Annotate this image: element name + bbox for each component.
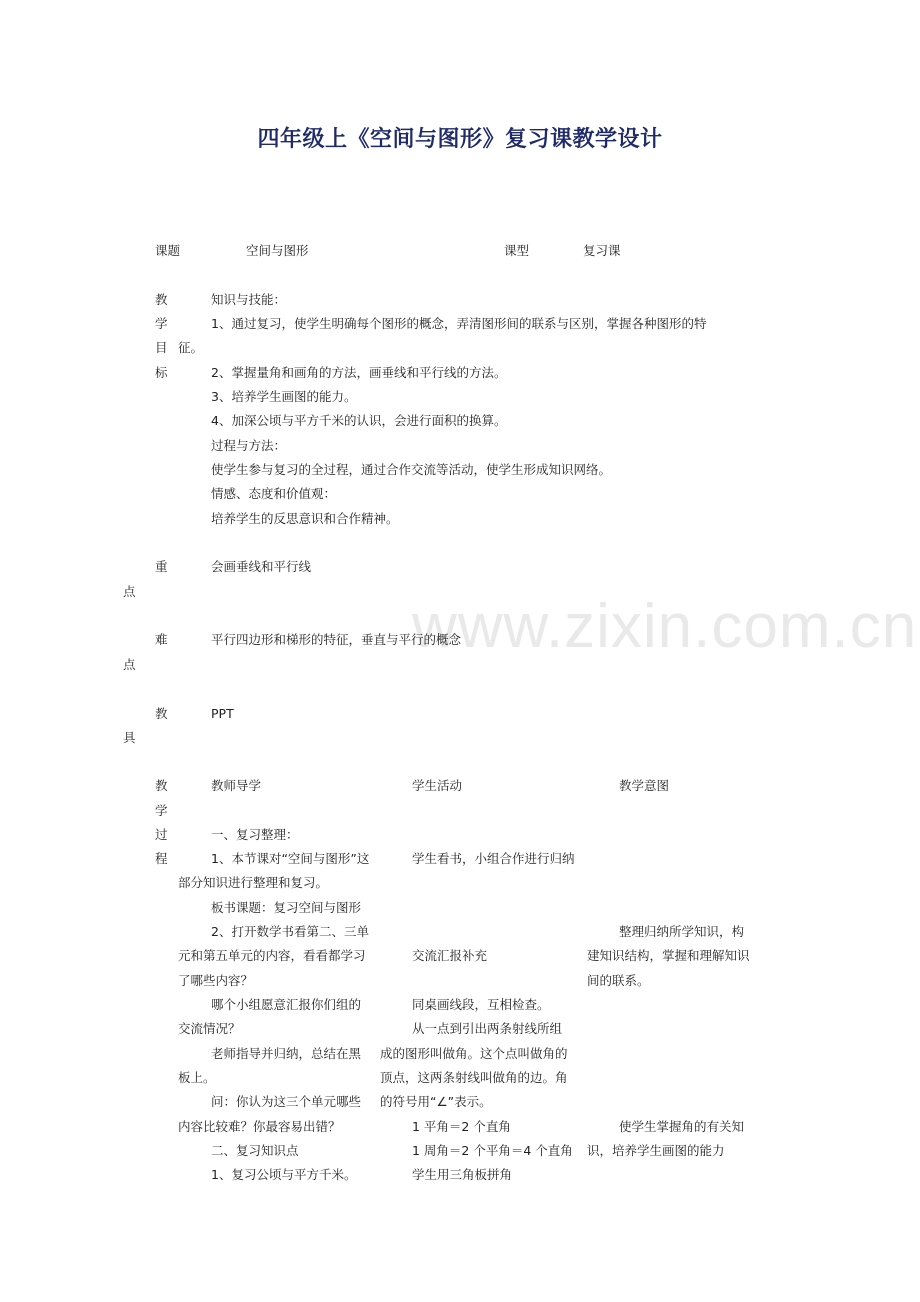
difficulty-label: 点 [123,657,136,672]
process-label-char: 教 [155,778,168,793]
tools-label: 教 [155,706,168,721]
teacher-line: 老师指导并归纳，总结在黑 [211,1046,362,1061]
goal-item-1: 1、通过复习，使学生明确每个图形的概念，弄清图形间的联系与区别，掌握各种图形的特 [211,316,707,331]
goal-item-3: 3、培养学生画图的能力。 [211,389,357,404]
goals-label-char: 教 [155,292,168,307]
teacher-line: 一、复习整理： [211,827,299,842]
student-line: 1 平角＝2 个直角 [412,1119,511,1134]
goals-label-char: 标 [155,365,168,380]
student-line: 成的图形叫做角。这个点叫做角的 [380,1046,568,1061]
student-line: 同桌画线段，互相检查。 [412,997,550,1012]
process-label-char: 学 [155,803,168,818]
emotion-heading: 情感、态度和价值观： [211,486,337,501]
student-line: 从一点到引出两条射线所组 [412,1021,563,1036]
teacher-line: 内容比较难？你最容易出错？ [178,1119,341,1134]
teacher-line: 二、复习知识点 [211,1143,299,1158]
student-line: 学生用三角板拼角 [412,1167,513,1182]
course-value: 空间与图形 [246,243,309,258]
course-label: 课题 [155,243,181,258]
type-value: 复习课 [583,243,621,258]
col-header-teacher: 教师导学 [211,778,262,793]
student-line: 顶点，这两条射线叫做角的边。角 [380,1070,568,1085]
goals-label-char: 目 [155,340,168,355]
process-label-char: 程 [155,851,168,866]
teacher-line: 2、打开数学书看第二、三单 [211,924,369,939]
goal-item-4: 4、加深公顷与平方千米的认识，会进行面积的换算。 [211,413,507,428]
teacher-line: 元和第五单元的内容，看看都学习 [178,948,366,963]
teacher-line: 1、复习公顷与平方千米。 [211,1167,357,1182]
document-title: 四年级上《空间与图形》复习课教学设计 [257,127,663,152]
student-line: 交流汇报补充 [412,948,488,963]
student-line: 的符号用“∠”表示。 [380,1094,492,1109]
teacher-line: 问：你认为这三个单元哪些 [211,1094,362,1109]
difficulty-text: 平行四边形和梯形的特征，垂直与平行的概念 [211,632,462,647]
col-header-intent: 教学意图 [619,778,670,793]
teacher-line: 了哪些内容？ [178,973,254,988]
teacher-line: 部分知识进行整理和复习。 [178,875,329,890]
tools-label: 具 [123,730,136,745]
type-label: 课型 [504,243,530,258]
goal-item-1-cont: 征。 [178,340,204,355]
intent-line: 使学生掌握角的有关知 [619,1119,745,1134]
watermark: www.zixin.com.cn [412,592,918,661]
student-line: 1 周角＝2 个平角＝4 个直角 [412,1143,573,1158]
tools-text: PPT [211,706,234,721]
teacher-line: 板书课题：复习空间与图形 [211,900,362,915]
teacher-line: 1、本节课对“空间与图形”这 [211,851,370,866]
difficulty-label: 难 [155,632,168,647]
intent-line: 整理归纳所学知识，构 [619,924,745,939]
knowledge-heading: 知识与技能： [211,292,287,307]
intent-line: 建知识结构，掌握和理解知识 [587,948,750,963]
key-point-text: 会画垂线和平行线 [211,559,312,574]
teacher-line: 交流情况？ [178,1021,241,1036]
intent-line: 识，培养学生画图的能力 [587,1143,725,1158]
teacher-line: 哪个小组愿意汇报你们组的 [211,997,362,1012]
process-label-char: 过 [155,827,168,842]
key-point-label: 点 [123,584,136,599]
process-heading: 过程与方法： [211,438,287,453]
goal-item-2: 2、掌握量角和画角的方法，画垂线和平行线的方法。 [211,365,507,380]
emotion-text: 培养学生的反思意识和合作精神。 [211,511,399,526]
goals-label-char: 学 [155,316,168,331]
intent-line: 间的联系。 [587,973,650,988]
process-text: 使学生参与复习的全过程，通过合作交流等活动，使学生形成知识网络。 [211,462,612,477]
col-header-student: 学生活动 [412,778,463,793]
student-line: 学生看书，小组合作进行归纳 [412,851,575,866]
teacher-line: 板上。 [178,1070,216,1085]
key-point-label: 重 [155,559,168,574]
